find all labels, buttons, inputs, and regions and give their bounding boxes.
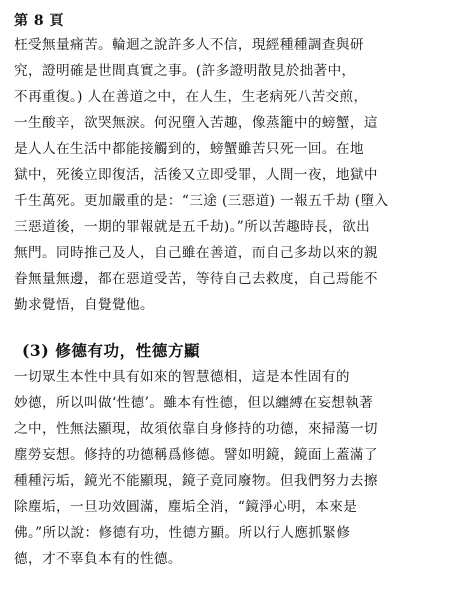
text-line: 三惡道後，一期的罪報就是五千劫)。”所以苦趣時長，欲出: [14, 219, 371, 235]
text-line: 無門。同時推己及人，自己雖在善道，而自己多劫以來的親: [14, 245, 378, 261]
text-line: 種種污垢，鏡光不能顯現，鏡子竟同廢物。但我們努力去擦: [14, 473, 378, 489]
text-line: 之中，性無法顯現，故須依靠自身修持的功德，來掃蕩一切: [14, 421, 378, 437]
text-line: 是人人在生活中都能接觸到的，螃蟹雖苦只死一回。在地: [14, 141, 364, 157]
text-line: 獄中，死後立即復活，活後又立即受罪，人間一夜，地獄中: [14, 167, 378, 183]
page-number: 第 8 頁: [14, 13, 64, 29]
section-heading: (3) 修德有功，性德方顯: [22, 341, 201, 360]
text-line: 佛。”所以說：修德有功，性德方顯。所以行人應抓緊修: [14, 525, 351, 541]
text-line: 不再重復。) 人在善道之中，在人生，生老病死八苦交煎，: [14, 89, 368, 105]
text-line: 究，證明確是世間真實之事。(許多證明散見於拙著中，: [14, 63, 356, 79]
text-line: 德，才不辜負本有的性德。: [14, 551, 182, 567]
text-line: 一生酸辛，欲哭無淚。何況墮入苦趣，像蒸籠中的螃蟹，這: [14, 115, 378, 131]
paragraph-reincarnation: [14, 32, 436, 318]
text-line: 妙德，所以叫做‘性德’。雖本有性德，但以纏縛在妄想執著: [14, 395, 374, 411]
text-line: 勤求覺悟，自覺覺他。: [14, 297, 154, 313]
text-line: 一切眾生本性中具有如來的智慧德相，這是本性固有的: [14, 369, 350, 385]
text-line: 枉受無量痛苦。輪迴之說許多人不信，現經種種調查與研: [14, 37, 364, 53]
text-line: 除塵垢，一旦功效圓滿，塵垢全消，“鏡淨心明，本來是: [14, 499, 358, 515]
text-line: 千生萬死。更加嚴重的是：“三途 (三惡道) 一報五千劫 (墮入: [14, 193, 389, 209]
paragraph-virtue: [14, 364, 436, 572]
text-line: 眷無量無邊，都在惡道受苦，等待自己去救度，自己焉能不: [14, 271, 378, 287]
text-line: 塵勞妄想。修持的功德稱爲修德。譬如明鏡，鏡面上蓋滿了: [14, 447, 378, 463]
